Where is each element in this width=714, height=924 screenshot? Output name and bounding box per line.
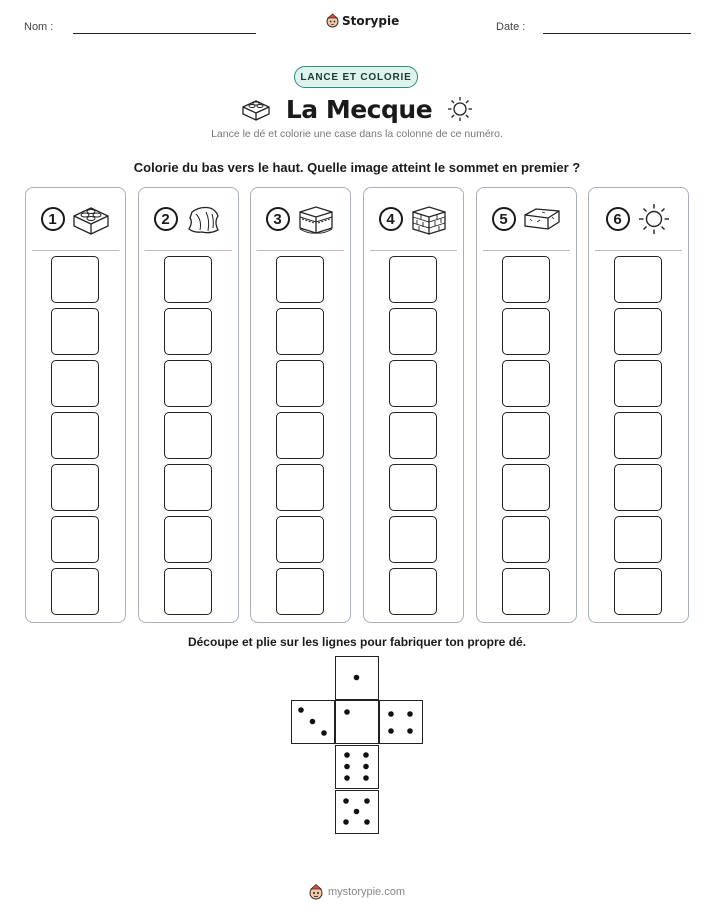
column-divider (483, 250, 570, 251)
stone-block-icon (522, 202, 562, 236)
brand-name: Storypie (342, 13, 400, 28)
color-cell[interactable] (502, 412, 550, 459)
color-cell[interactable] (502, 568, 550, 615)
column-header (477, 202, 576, 236)
color-cell[interactable] (164, 412, 212, 459)
date-field-line[interactable] (543, 33, 691, 34)
column-divider (145, 250, 232, 251)
column-5 (476, 187, 577, 623)
column-divider (370, 250, 457, 251)
lego-brick-icon (240, 96, 272, 122)
lego-brick-icon (71, 202, 111, 236)
color-cell[interactable] (502, 516, 550, 563)
column-4 (363, 187, 464, 623)
column-number: 5 (492, 207, 516, 231)
column-number: 4 (379, 207, 403, 231)
color-cell[interactable] (276, 516, 324, 563)
cloth-icon (184, 202, 224, 236)
column-number: 6 (606, 207, 630, 231)
color-cell[interactable] (276, 464, 324, 511)
date-label: Date : (496, 21, 526, 33)
sun-icon (636, 202, 672, 236)
stone-wall-icon (409, 202, 449, 236)
color-cell[interactable] (51, 568, 99, 615)
color-cell[interactable] (276, 568, 324, 615)
color-cell[interactable] (164, 360, 212, 407)
column-3 (250, 187, 351, 623)
column-number: 1 (41, 207, 65, 231)
color-cell[interactable] (614, 464, 662, 511)
column-header (139, 202, 238, 236)
color-cell[interactable] (502, 308, 550, 355)
activity-tag: LANCE ET COLORIE (294, 66, 418, 88)
column-divider (257, 250, 344, 251)
storypie-mascot-icon (326, 13, 339, 28)
brand-logo (326, 13, 399, 28)
column-divider (595, 250, 682, 251)
storypie-mascot-icon (308, 883, 324, 900)
sun-icon (446, 95, 474, 123)
color-cell[interactable] (614, 360, 662, 407)
footer (308, 883, 405, 900)
column-header (364, 202, 463, 236)
color-cell[interactable] (389, 516, 437, 563)
die-face-6 (335, 745, 379, 789)
die-face-1-center (335, 700, 379, 744)
column-header (251, 202, 350, 236)
color-cell[interactable] (502, 256, 550, 303)
color-cell[interactable] (614, 516, 662, 563)
color-cell[interactable] (51, 360, 99, 407)
instruction: Colorie du bas vers le haut. Quelle image atteint le sommet en premier ? (133, 160, 581, 175)
color-cell[interactable] (164, 568, 212, 615)
color-cell[interactable] (51, 308, 99, 355)
color-cell[interactable] (276, 360, 324, 407)
name-field-line[interactable] (73, 33, 256, 34)
color-cell[interactable] (51, 464, 99, 511)
color-cell[interactable] (389, 464, 437, 511)
column-number: 2 (154, 207, 178, 231)
color-cell[interactable] (389, 256, 437, 303)
color-cell[interactable] (164, 256, 212, 303)
die-face-3 (291, 700, 335, 744)
color-cell[interactable] (389, 360, 437, 407)
subtitle: Lance le dé et colorie une case dans la colonne de ce numéro. (211, 128, 503, 140)
die-net (290, 656, 424, 834)
color-cell[interactable] (51, 516, 99, 563)
column-1 (25, 187, 126, 623)
color-cell[interactable] (276, 256, 324, 303)
column-header (26, 202, 125, 236)
color-cell[interactable] (276, 412, 324, 459)
color-cell[interactable] (389, 568, 437, 615)
die-face-1-top (335, 656, 379, 700)
column-number: 3 (266, 207, 290, 231)
kaaba-icon (296, 202, 336, 236)
color-cell[interactable] (276, 308, 324, 355)
color-cell[interactable] (164, 516, 212, 563)
footer-link[interactable]: mystorypie.com (328, 885, 406, 898)
color-cell[interactable] (51, 256, 99, 303)
color-cell[interactable] (614, 568, 662, 615)
cut-instruction: Découpe et plie sur les lignes pour fabriquer ton propre dé. (187, 635, 527, 649)
column-6 (588, 187, 689, 623)
color-cell[interactable] (389, 308, 437, 355)
color-cell[interactable] (389, 412, 437, 459)
column-2 (138, 187, 239, 623)
name-label: Nom : (24, 21, 54, 33)
die-face-4 (379, 700, 423, 744)
title-row (0, 92, 714, 126)
die-face-5 (335, 790, 379, 834)
color-cell[interactable] (164, 464, 212, 511)
color-cell[interactable] (502, 360, 550, 407)
color-cell[interactable] (51, 412, 99, 459)
color-cell[interactable] (502, 464, 550, 511)
color-cell[interactable] (164, 308, 212, 355)
color-cell[interactable] (614, 256, 662, 303)
color-cell[interactable] (614, 308, 662, 355)
column-header (589, 202, 688, 236)
color-cell[interactable] (614, 412, 662, 459)
column-divider (32, 250, 119, 251)
page-title: La Mecque (285, 94, 433, 124)
